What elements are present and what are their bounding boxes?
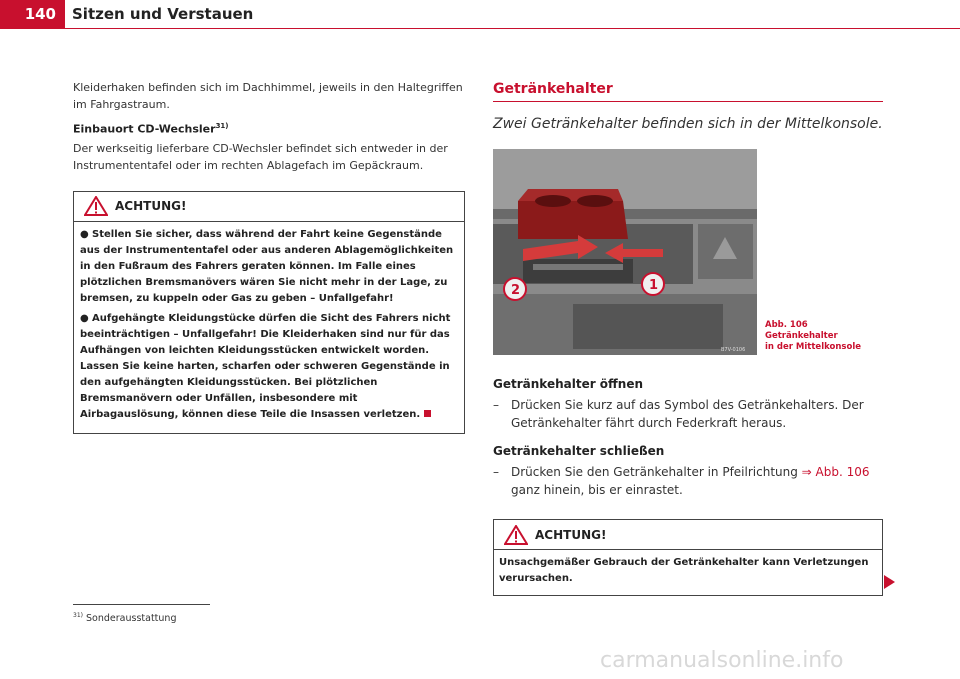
cd-changer-text: Der werkseitig lieferbare CD-Wechsler befindet sich entweder in der Instrumententafel oder im rechten Ablagefach im Gepäckraum. [73,141,448,172]
footnote-text: Sonderausstattung [86,613,177,625]
warning-item: ● Aufgehängte Kleidungstücke dürfen die Sicht des Fahrers nicht beeinträchtigen – Unfallgefahr! Die Kleiderhaken sind nur für das Aufhängen von leichten Kleidungsstücken entwickelt worden. Lassen Sie keine harten, scharfen oder schweren Gegenstände in den aufgehängten Kleidungsstücken. Bei plötzlichen Bremsmanövern oder Unfällen, insbesondere mit Airbagauslösung, können diese Teile die Insassen verletzen. [80,312,451,420]
warning-box-2 [493,519,883,596]
next-page-arrow-icon[interactable] [884,575,895,589]
open-step: – Drücken Sie kurz auf das Symbol des Getränkehalters. Der Getränkehalter fährt durch Federkraft heraus. [493,398,864,430]
page-header-title: Sitzen und Verstauen [72,5,254,23]
bullet-icon: ● [80,228,89,240]
cd-changer-heading-text: Einbauort CD-Wechsler [73,122,216,136]
warning-item: ● Stellen Sie sicher, dass während der Fahrt keine Gegenstände aus der Instrumententafel oder aus anderen Ablagemöglichkeiten in den Fußraum des Fahrers geraten können. Im Falle eines plötzlichen Bremsmanövers wären Sie nicht mehr in der Lage, zu bremsen, zu kuppeln oder Gas zu geben – Unfallgefahr! [80,228,454,304]
warning-header [74,192,464,222]
warning-item: Unsachgemäßer Gebrauch der Getränkehalter kann Verletzungen verursachen. [499,557,869,584]
warning-title-2: ACHTUNG! [535,527,607,542]
footnote [73,612,176,624]
bullet-icon: ● [80,312,89,324]
footnote-ref: 31) [215,122,229,130]
cup-holder-figure [493,149,757,355]
cup-holder-illustration [493,149,757,355]
close-step: – Drücken Sie den Getränkehalter in Pfeilrichtung ⇒ Abb. 106 ganz hinein, bis er einrastet. [493,465,870,497]
warning-body [74,222,464,433]
watermark: carmanualsonline.info [600,648,844,673]
end-of-section-icon [424,410,431,417]
page-number: 140 [0,0,65,29]
dash-marker: – [493,398,499,412]
dash-marker: – [493,465,499,479]
cd-changer-heading [73,122,465,136]
coat-hook-text: Kleiderhaken befinden sich im Dachhimmel, jeweils in den Haltegriffen im Fahrgastraum. [73,81,463,111]
warning-triangle-icon [504,525,528,545]
warning-body-2 [494,550,882,595]
right-column [493,79,883,596]
warning-box [73,191,465,434]
section-title: Getränkehalter [493,81,883,102]
close-heading: Getränkehalter schließen [493,444,665,458]
figure-row [493,149,883,355]
warning-title: ACHTUNG! [115,199,187,214]
warning-header-2 [494,520,882,550]
figure-code: B7V-0106 [721,347,746,353]
footnote-marker: 31) [73,612,83,619]
header-rule [65,28,960,29]
figure-label-2: 2 [511,283,521,298]
footnote-rule [73,604,210,605]
left-column [73,79,465,434]
section-intro: Zwei Getränkehalter befinden sich in der Mittelkonsole. [493,116,883,132]
figure-label-1: 1 [649,278,659,293]
warning-triangle-icon [84,196,108,216]
open-heading: Getränkehalter öffnen [493,377,643,391]
figure-caption: Abb. 106 Getränkehalter in der Mittelkonsole [765,320,861,352]
figure-reference-link[interactable]: ⇒ Abb. 106 [801,465,870,479]
